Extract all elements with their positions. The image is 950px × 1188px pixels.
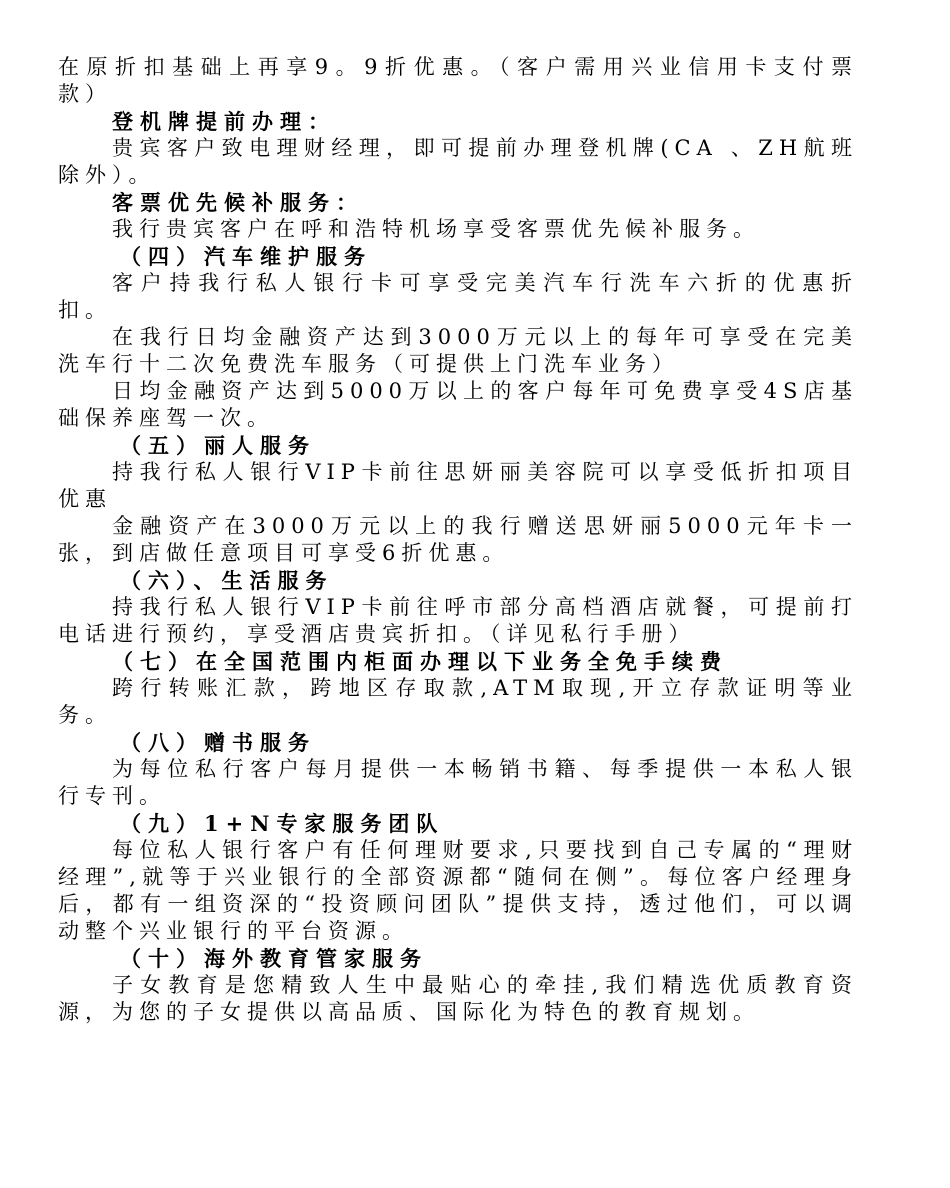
heading-education-service: （十）海外教育管家服务 xyxy=(120,946,428,971)
heading-fee-waiver: （七）在全国范围内柜面办理以下业务全免手续费 xyxy=(112,649,728,674)
paragraph-beauty-discount: 持我行私人银行VIP卡前往思妍丽美容院可以享受低折扣项目优惠 xyxy=(58,460,858,511)
heading-book-gift: （八）赠书服务 xyxy=(120,730,316,755)
heading-standby-service: 客票优先候补服务： xyxy=(112,190,364,215)
document-body xyxy=(58,54,858,1026)
paragraph-education-service: 子女教育是您精致人生中最贴心的牵挂,我们精选优质教育资源，为您的子女提供以高品质、国际化为特色的教育规划。 xyxy=(58,973,858,1024)
heading-boarding-pass: 登机牌提前办理： xyxy=(112,109,336,134)
paragraph-boarding-pass: 贵宾客户致电理财经理，即可提前办理登机牌(CA 、ZH航班除外）。 xyxy=(58,136,858,187)
paragraph-flight-discount: 在原折扣基础上再享9。9折优惠。（客户需用兴业信用卡支付票款） xyxy=(58,55,858,106)
paragraph-car-wash-discount: 客户持我行私人银行卡可享受完美汽车行洗车六折的优惠折扣。 xyxy=(58,271,858,322)
paragraph-expert-team: 每位私人银行客户有任何理财要求,只要找到自己专属的“理财经理”,就等于兴业银行的全部资源都“随伺在侧”。每位客户经理身后，都有一组资深的“投资顾问团队”提供支持，透过他们，可以调动整个兴业银行的平台资源。 xyxy=(58,838,858,943)
paragraph-4s-maintenance: 日均金融资产达到5000万以上的客户每年可免费享受4S店基础保养座驾一次。 xyxy=(58,379,858,430)
paragraph-beauty-card: 金融资产在3000万元以上的我行赠送思妍丽5000元年卡一张，到店做任意项目可享受6折优惠。 xyxy=(58,514,858,565)
heading-beauty-service: （五）丽人服务 xyxy=(120,433,316,458)
heading-car-maintenance: （四）汽车维护服务 xyxy=(120,244,372,269)
paragraph-book-gift: 为每位私行客户每月提供一本畅销书籍、每季提供一本私人银行专刊。 xyxy=(58,757,858,808)
paragraph-free-car-wash: 在我行日均金融资产达到3000万元以上的每年可享受在完美洗车行十二次免费洗车服务（可提供上门洗车业务） xyxy=(58,325,858,376)
paragraph-standby-service: 我行贵宾客户在呼和浩特机场享受客票优先候补服务。 xyxy=(112,217,760,241)
paragraph-fee-waiver: 跨行转账汇款，跨地区存取款,ATM取现,开立存款证明等业务。 xyxy=(58,676,858,727)
paragraph-hotel-dining: 持我行私人银行VIP卡前往呼市部分高档酒店就餐，可提前打电话进行预约，享受酒店贵宾折扣。（详见私行手册） xyxy=(58,595,858,646)
heading-life-service: （六）、生活服务 xyxy=(120,568,334,593)
heading-expert-team: （九）1+N专家服务团队 xyxy=(120,811,445,836)
